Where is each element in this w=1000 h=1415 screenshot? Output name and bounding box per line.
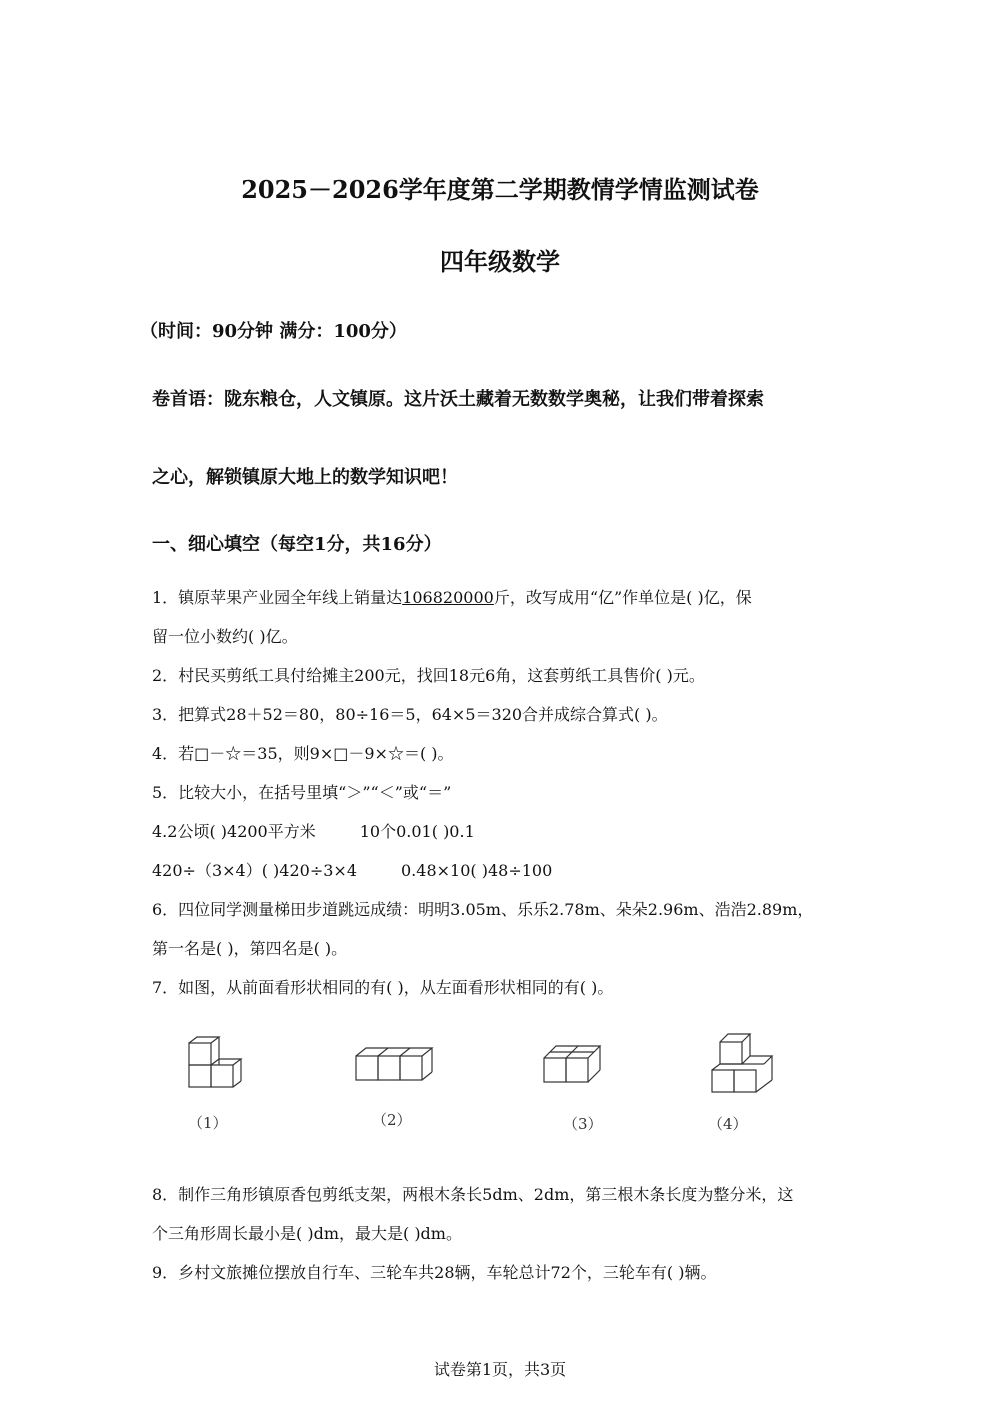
- question-5-row-2: [152, 858, 552, 881]
- question-5: 5．比较大小，在括号里填“＞”“＜”或“＝”: [152, 783, 452, 802]
- question-8-line-2: 个三角形周长最小是( )dm，最大是( )dm。: [152, 1224, 462, 1243]
- figure-label-4: （4）: [708, 1115, 748, 1133]
- exam-title: 2025－2026学年度第二学期教情学情监测试卷: [241, 175, 759, 204]
- cube-figure-1: [185, 1033, 255, 1091]
- cube-figure-2: [352, 1044, 442, 1084]
- question-5-row-1: [152, 819, 475, 842]
- question-4: 4．若□－☆＝35，则9×□－9×☆＝( )。: [152, 744, 454, 763]
- time-info: （时间：90分钟 满分：100分）: [140, 321, 407, 342]
- question-2: 2．村民买剪纸工具付给摊主200元，找回18元6角，这套剪纸工具售价( )元。: [152, 666, 705, 685]
- q5-item-c: 420÷（3×4）( )420÷3×4: [152, 861, 357, 880]
- question-1-line-1: [152, 585, 752, 608]
- q5-item-d: 0.48×10( )48÷100: [401, 861, 553, 880]
- question-3: 3．把算式28＋52＝80，80÷16＝5，64×5＝320合并成综合算式( )。: [152, 705, 668, 724]
- page-footer: 试卷第1页，共3页: [433, 1360, 567, 1379]
- q5-item-b: 10个0.01( )0.1: [359, 822, 475, 841]
- question-6-line-2: 第一名是( )，第四名是( )。: [152, 939, 348, 958]
- figure-label-1: （1）: [188, 1114, 228, 1132]
- q1-suffix: 斤，改写成用“亿”作单位是( )亿，保: [493, 588, 752, 607]
- question-8-line-1: 8．制作三角形镇原香包剪纸支架，两根木条长5dm、2dm，第三根木条长度为整分米，这: [152, 1185, 794, 1204]
- figure-label-2: （2）: [372, 1111, 412, 1129]
- exam-subtitle: 四年级数学: [440, 247, 560, 276]
- question-7: 7．如图，从前面看形状相同的有( )，从左面看形状相同的有( )。: [152, 978, 614, 997]
- q1-number: 106820000: [402, 588, 494, 607]
- q5-item-a: 4.2公顷( )4200平方米: [152, 822, 316, 841]
- question-1-line-2: 留一位小数约( )亿。: [152, 627, 298, 646]
- question-9: 9．乡村文旅摊位摆放自行车、三轮车共28辆，车轮总计72个，三轮车有( )辆。: [152, 1263, 717, 1282]
- intro-line-2: 之心，解锁镇原大地上的数学知识吧！: [152, 467, 458, 488]
- intro-line-1: 卷首语：陇东粮仓，人文镇原。这片沃土藏着无数数学奥秘，让我们带着探索: [152, 389, 764, 410]
- cube-figure-4: [706, 1030, 778, 1096]
- q1-prefix: 1．镇原苹果产业园全年线上销量达: [152, 588, 403, 607]
- figure-label-3: （3）: [563, 1115, 603, 1133]
- section-heading: 一、细心填空（每空1分，共16分）: [152, 534, 442, 555]
- cube-figure-3: [540, 1042, 610, 1086]
- question-6-line-1: 6．四位同学测量梯田步道跳远成绩：明明3.05m、乐乐2.78m、朵朵2.96m、浩浩2.89m，: [152, 900, 814, 919]
